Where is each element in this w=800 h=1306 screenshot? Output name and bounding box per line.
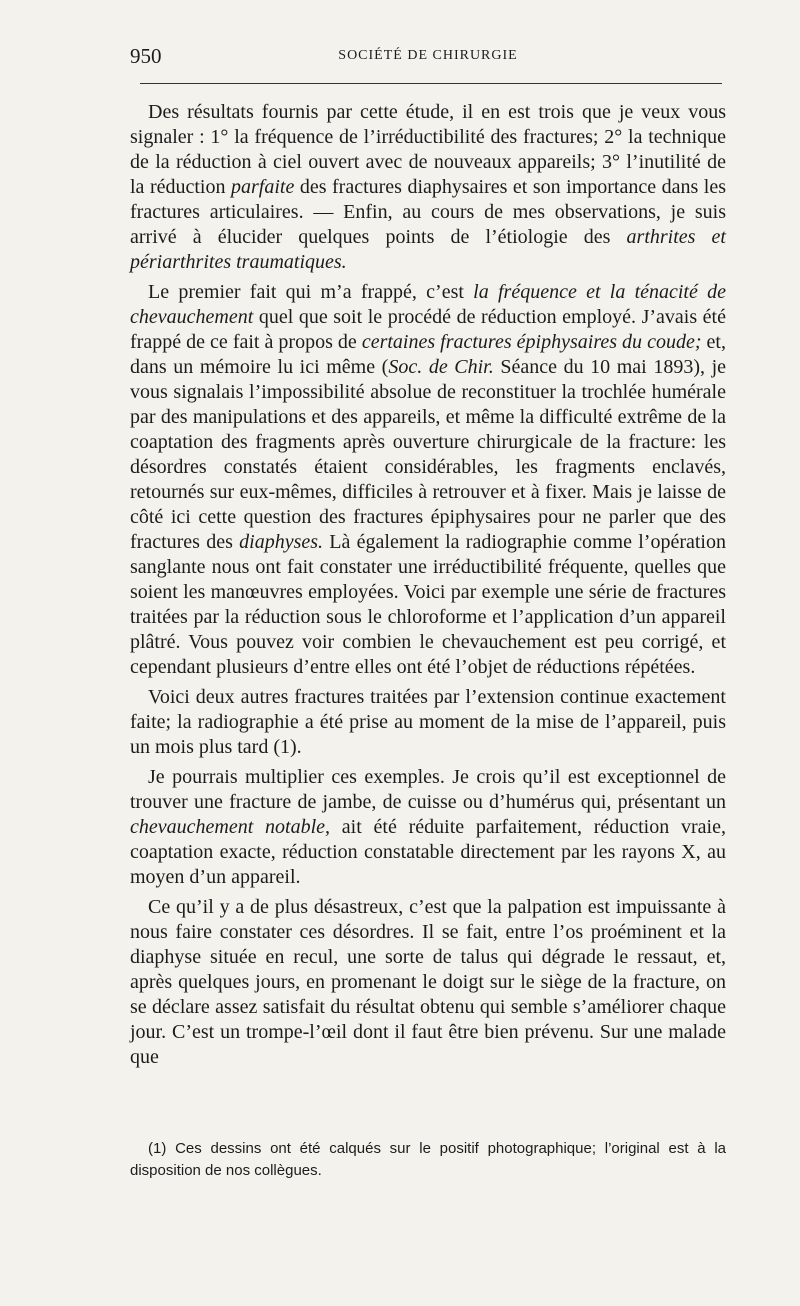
paragraph — [130, 280, 726, 680]
text-run: Voici deux autres fractures traitées par l’extension continue exactement faite; la radiographie a été prise au moment de la mise de l’appareil, puis un mois plus tard (1). — [130, 686, 726, 758]
text-run: Des résultats fournis par cette étude, il en est trois que je veux vous signaler : 1° la fréquence de l’irréductibilité des fractures; 2° la technique de la réduction à ciel ouvert avec de nouveaux appareils; 3° l’inutilité de la réduction — [130, 101, 726, 198]
italic-text: la fréquence et la ténacité de chevauchement — [130, 281, 726, 328]
text-run: Là également la radiographie comme l’opération sanglante nous ont fait constater une irréductibilité fréquente, quelles que soient les manœuvres employées. Voici par exemple une série de fractures traitées par la réduction sous le chloroforme et l’application d’un appareil plâtré. Vous pouvez voir combien le chevauchement est peu corrigé, et cependant plusieurs d’entre elles ont été l’objet de réductions répétées. — [130, 531, 726, 678]
paragraph — [130, 100, 726, 275]
page-header — [130, 44, 726, 74]
text-run: et, dans un mémoire lu ici même ( — [130, 331, 726, 378]
italic-text: chevauchement notable, — [130, 816, 331, 838]
italic-text: parfaite — [230, 176, 295, 198]
text-run: Je pourrais multiplier ces exemples. Je crois qu’il est exceptionnel de trouver une fracture de jambe, de cuisse ou d’humérus qui, présentant un — [130, 766, 726, 813]
italic-text: certaines fractures épiphysaires du coude; — [361, 331, 702, 353]
text-run: quel que soit le procédé de réduction employé. J’avais été frappé de ce fait à propos de — [130, 306, 726, 353]
text-run: Séance du 10 mai 1893), je vous signalais l’impossibilité absolue de reconstituer la trochlée humérale par des manipulations et des appareils, et même la difficulté extrême de la coaptation des fragments après ouverture chirurgicale de la fracture: les désordres constatés étaient considérables, les fragments enclavés, retournés sur eux-mêmes, difficiles à retrouver et à fixer. Mais je laisse de côté ici cette question des fractures épiphysaires pour ne parler que des fractures des — [130, 356, 727, 553]
paragraph — [130, 685, 726, 760]
header-rule — [140, 83, 722, 84]
body-text — [130, 100, 726, 1075]
italic-text: diaphyses. — [239, 531, 324, 553]
text-run: Ce qu’il y a de plus désastreux, c’est que la palpation est impuissante à nous faire constater ces désordres. Il se fait, entre l’os proéminent et la diaphyse située en recul, une sorte de talus qui dégrade le ressaut, et, après quelques jours, en promenant le doigt sur le siège de la fracture, on se déclare assez satisfait du résultat obtenu qui semble s’améliorer chaque jour. C’est un trompe-l’œil dont il faut être bien prévenu. Sur une malade que — [130, 896, 726, 1068]
text-run: ait été réduite parfaitement, réduction vraie, coaptation exacte, réduction constatable directement par les rayons X, au moyen d’un appareil. — [130, 816, 726, 888]
footnote: (1) Ces dessins ont été calqués sur le positif photographique; l’original est à la disposition de nos collègues. — [130, 1140, 726, 1179]
italic-text: arthrites et périarthrites traumatiques. — [130, 226, 726, 273]
italic-text: Soc. de Chir. — [388, 356, 494, 378]
page-number: 950 — [130, 44, 162, 68]
text-run: des fractures diaphysaires et son importance dans les fractures articulaires. — Enfin, au cours de mes observations, je suis arrivé à élucider quelques points de l’étiologie des — [130, 176, 727, 248]
running-head: SOCIÉTÉ DE CHIRURGIE — [338, 48, 518, 63]
paragraph — [130, 895, 726, 1070]
paragraph — [130, 765, 726, 890]
text-run: Le premier fait qui m’a frappé, c’est — [148, 281, 474, 303]
